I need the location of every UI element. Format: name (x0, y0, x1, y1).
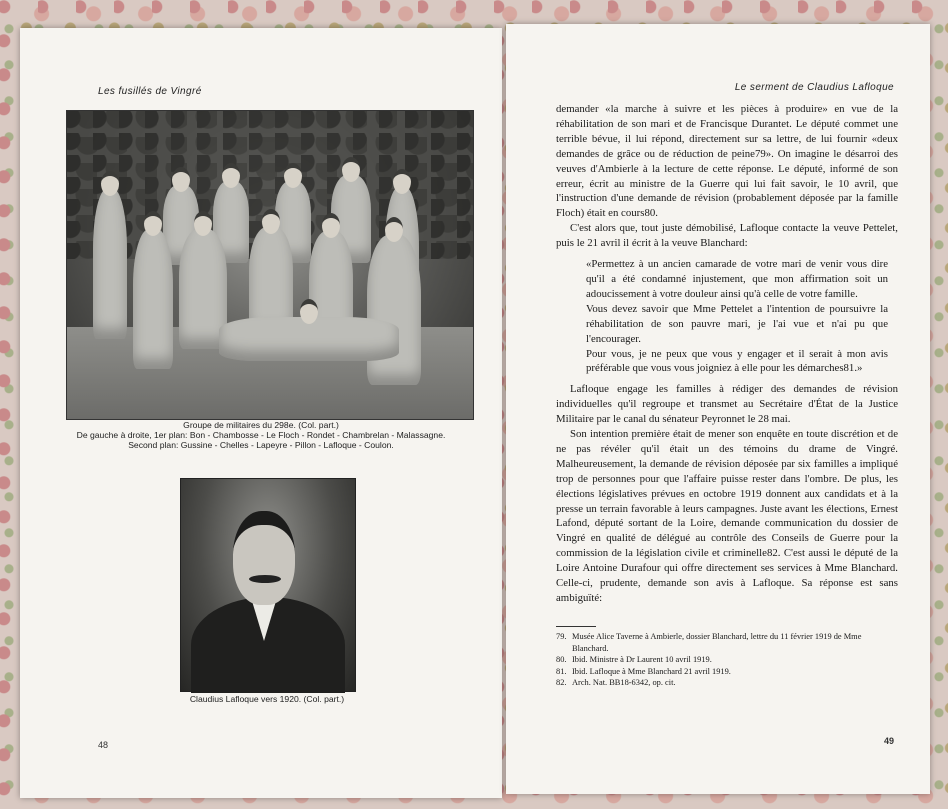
portrait-photo (180, 478, 356, 692)
soldier-figure (219, 317, 399, 361)
footnote-rule (556, 626, 596, 627)
footnote-text: Arch. Nat. BB18-6342, op. cit. (572, 678, 676, 688)
paragraph: Son intention première était de mener son enquête en toute discrétion et de ne pas révéler qu'il était un des témoins du drame de Vingré. Malheureusement, la demande de révision déposée par six familles a impliqué trop de personnes pour que l'affaire puisse rester dans l'ombre. De plus, les élections législatives prévues en octobre 1919 donnent aux candidats et à la presse un terrain favorable à leurs campagnes. Juste avant les élections, Ernest Lafond, député sortant de la Loire, demande communication du dossier de Vingré en qualité de délégué au contrôle des Conseils de Guerre pour la commission de la législation civile et criminelle82. C'est aussi le député de la Loire Antoine Durafour qui offre directement ses services à Mme Blanchard. Celle-ci, prudente, demande son avis à Lafloque. Sa réponse est sans ambiguïté: (556, 428, 898, 604)
page-number-right: 49 (883, 736, 894, 746)
footnote (556, 677, 898, 689)
soldier-figure (367, 235, 421, 385)
left-page (20, 28, 502, 798)
running-head-left: Les fusillés de Vingré (98, 86, 202, 97)
footnote (556, 631, 898, 654)
page-number-left: 48 (98, 740, 109, 750)
footnote-text: Musée Alice Taverne à Ambierle, dossier Blanchard, lettre du 11 février 1919 de Mme Blanchard. (572, 632, 862, 653)
block-quote (586, 257, 888, 376)
paragraph: demander «la marche à suivre et les pièces à produire» en vue de la réhabilitation de son mari et de Francisque Durantet. Le député commet une terrible bévue, il lui répond, directement sur sa lettre, de lui fournir «deux demandes de grâce ou de réduction de peine79». On imagine le désarroi des veuves d'Ambierle à la lecture de cette réponse. Le député, informé de son erreur, écrit au ministre de la Guerre qui lui fait savoir, le 10 avril, que l'instruction d'une demande de révision (probablement déposée par la famille Floch) était en cours80. (556, 103, 898, 220)
caption-line: De gauche à droite, 1er plan: Bon - Chambosse - Le Floch - Rondet - Chambrelan - Malassagne. (76, 430, 446, 440)
footnote-number: 82. (556, 678, 567, 688)
caption-line: Second plan: Gussine - Chelles - Lapeyre - Pillon - Lafloque - Coulon. (128, 440, 394, 450)
portrait-head (233, 511, 295, 605)
right-page (506, 24, 930, 794)
quote-paragraph: «Permettez à un ancien camarade de votre mari de venir vous dire qu'il a été condamné injustement, que mon affirmation soit un adoucissement à votre douleur ainsi qu'à celle de votre famille. (586, 258, 888, 300)
footnote (556, 666, 898, 678)
caption-line: Groupe de militaires du 298e. (Col. part.) (183, 420, 339, 430)
running-head-right: Le serment de Claudius Lafloque (734, 82, 894, 93)
paragraph: Lafloque engage les familles à rédiger des demandes de révision individuelles qu'il regroupe et transmet au Secrétaire d'État de la Justice Militaire par le canal du sénateur Peyronnet le 28 mai. (556, 383, 898, 426)
portrait-mustache (249, 575, 281, 583)
footnote-text: Ibid. Lafloque à Mme Blanchard 21 avril 1919. (572, 666, 731, 676)
group-photo-caption (20, 420, 502, 450)
portrait-caption: Claudius Lafloque vers 1920. (Col. part.) (189, 694, 345, 704)
group-photo (66, 110, 474, 420)
body-text (556, 102, 898, 606)
paragraph: C'est alors que, tout juste démobilisé, Lafloque contacte la veuve Pettelet, puis le 21 avril il écrit à la veuve Blanchard: (556, 222, 898, 250)
quote-paragraph: Vous devez savoir que Mme Pettelet a l'intention de poursuivre la réhabilitation de son pauvre mari, je l'ai vue et n'ai pu que l'encourager. (586, 302, 888, 345)
quote-paragraph: Pour vous, je ne peux que vous y engager et il serait à mon avis préférable que vous vous joigniez à elle pour les démarches81.» (586, 347, 888, 375)
footnotes (556, 626, 898, 689)
footnote-number: 81. (556, 666, 567, 676)
footnote-text: Ibid. Ministre à Dr Laurent 10 avril 1919. (572, 655, 712, 665)
soldier-figure (133, 229, 173, 369)
footnote-number: 79. (556, 632, 567, 641)
footnote (556, 654, 898, 666)
soldier-figure (93, 189, 127, 339)
footnote-number: 80. (556, 655, 567, 665)
